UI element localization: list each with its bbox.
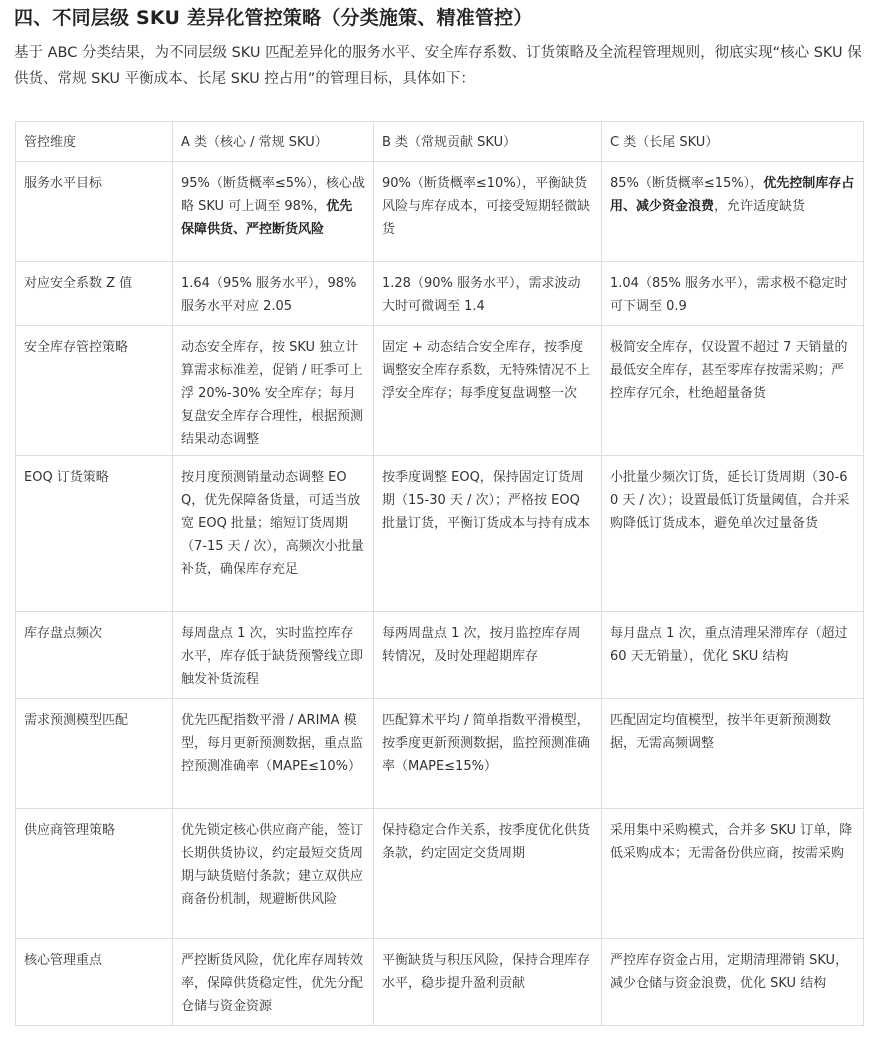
section-heading: 四、不同层级 SKU 差异化管控策略（分类施策、精准管控） (14, 7, 533, 29)
cell-class-a (173, 262, 374, 326)
cell-dimension: EOQ 订货策略 (16, 456, 173, 612)
cell-class-a (173, 456, 374, 612)
table-body (16, 162, 864, 1026)
header-dimension: 管控维度 (16, 122, 173, 162)
cell-text: 采用集中采购模式，合并多 SKU 订单，降低采购成本；无需备份供应商，按需采购 (610, 823, 853, 861)
cell-text: 严控库存资金占用，定期清理滞销 SKU，减少仓储与资金浪费，优化 SKU 结构 (610, 953, 849, 991)
cell-class-c (602, 699, 864, 809)
header-class-a: A 类（核心 / 常规 SKU） (173, 122, 374, 162)
table-row (16, 262, 864, 326)
cell-class-a (173, 162, 374, 262)
cell-text: 90%（断货概率≤10%），平衡缺货风险与库存成本，可接受短期轻微缺货 (382, 176, 591, 237)
table-row (16, 809, 864, 939)
cell-class-b (374, 262, 602, 326)
strategy-table (15, 121, 864, 1026)
cell-class-c (602, 326, 864, 456)
table-row (16, 326, 864, 456)
cell-text-tail: ，允许适度缺货 (714, 199, 806, 214)
cell-class-b (374, 939, 602, 1026)
cell-text: 匹配固定均值模型，按半年更新预测数据，无需高频调整 (610, 713, 832, 751)
cell-text: 95%（断货概率≤5%），核心战略 SKU 可上调至 98%， (181, 176, 365, 214)
table-row (16, 162, 864, 262)
cell-text: 匹配算术平均 / 简单指数平滑模型，按季度更新预测数据，监控预测准确率（MAPE≤15%） (382, 713, 591, 774)
cell-class-c (602, 809, 864, 939)
header-class-c: C 类（长尾 SKU） (602, 122, 864, 162)
cell-text: 每周盘点 1 次，实时监控库存水平，库存低于缺货预警线立即触发补货流程 (181, 626, 364, 687)
cell-text: 固定 + 动态结合安全库存，按季度调整安全库存系数，无特殊情况不上浮安全库存；每季度复盘调整一次 (382, 340, 591, 401)
cell-dimension: 需求预测模型匹配 (16, 699, 173, 809)
cell-emphasis: 优先保障供货、严控断货风险 (181, 199, 353, 237)
cell-text: 每月盘点 1 次，重点清理呆滞库存（超过 60 天无销量），优化 SKU 结构 (610, 626, 848, 664)
cell-class-b (374, 809, 602, 939)
cell-dimension: 对应安全系数 Z 值 (16, 262, 173, 326)
cell-class-a (173, 699, 374, 809)
header-class-b: B 类（常规贡献 SKU） (374, 122, 602, 162)
cell-text: 1.64（95% 服务水平），98% 服务水平对应 2.05 (181, 276, 357, 314)
cell-text: 优先锁定核心供应商产能，签订长期供货协议，约定最短交货周期与缺货赔付条款；建立双供应商备份机制，规避断供风险 (181, 823, 364, 907)
cell-text: 平衡缺货与积压风险，保持合理库存水平，稳步提升盈利贡献 (382, 953, 591, 991)
cell-class-c (602, 262, 864, 326)
cell-text: 动态安全库存，按 SKU 独立计算需求标准差，促销 / 旺季可上浮 20%-30% 安全库存；每月复盘安全库存合理性，根据预测结果动态调整 (181, 340, 364, 447)
cell-dimension: 核心管理重点 (16, 939, 173, 1026)
cell-dimension: 供应商管理策略 (16, 809, 173, 939)
cell-text: 保持稳定合作关系，按季度优化供货条款，约定固定交货周期 (382, 823, 591, 861)
cell-class-a (173, 939, 374, 1026)
table-row (16, 699, 864, 809)
cell-class-a (173, 809, 374, 939)
cell-text: 优先匹配指数平滑 / ARIMA 模型，每月更新预测数据，重点监控预测准确率（MAPE≤10%） (181, 713, 364, 774)
intro-paragraph: 基于 ABC 分类结果，为不同层级 SKU 匹配差异化的服务水平、安全库存系数、订货策略及全流程管理规则，彻底实现“核心 SKU 保供货、常规 SKU 平衡成本、长尾 SKU 控占用”的管理目标，具体如下： (14, 45, 862, 87)
cell-text: 极简安全库存，仅设置不超过 7 天销量的最低安全库存，甚至零库存按需采购；严控库存冗余，杜绝超量备货 (610, 340, 848, 401)
cell-class-c (602, 939, 864, 1026)
cell-text: 小批量少频次订货，延长订货周期（30-60 天 / 次）；设置最低订货量阈值，合并采购降低订货成本，避免单次过量备货 (610, 470, 850, 531)
cell-text: 严控断货风险，优化库存周转效率，保障供货稳定性，优先分配仓储与资金资源 (181, 953, 364, 1014)
cell-text: 85%（断货概率≤15%）， (610, 176, 764, 191)
table-row (16, 612, 864, 699)
cell-dimension: 安全库存管控策略 (16, 326, 173, 456)
cell-text: 按月度预测销量动态调整 EOQ，优先保障备货量，可适当放宽 EOQ 批量；缩短订货周期（7-15 天 / 次），高频次小批量补货，确保库存充足 (181, 470, 364, 577)
cell-class-b (374, 326, 602, 456)
cell-dimension: 库存盘点频次 (16, 612, 173, 699)
table-header-row (16, 122, 864, 162)
cell-class-a (173, 326, 374, 456)
table-row (16, 939, 864, 1026)
table-row (16, 456, 864, 612)
cell-class-c (602, 456, 864, 612)
cell-text: 1.04（85% 服务水平），需求极不稳定时可下调至 0.9 (610, 276, 848, 314)
cell-text: 1.28（90% 服务水平），需求波动大时可微调至 1.4 (382, 276, 581, 314)
cell-dimension: 服务水平目标 (16, 162, 173, 262)
cell-class-c (602, 162, 864, 262)
cell-class-b (374, 456, 602, 612)
cell-class-a (173, 612, 374, 699)
cell-text: 按季度调整 EOQ，保持固定订货周期（15-30 天 / 次）；严格按 EOQ 批量订货，平衡订货成本与持有成本 (382, 470, 591, 531)
cell-class-b (374, 162, 602, 262)
cell-class-b (374, 699, 602, 809)
cell-text: 每两周盘点 1 次，按月监控库存周转情况，及时处理超期库存 (382, 626, 581, 664)
cell-class-c (602, 612, 864, 699)
cell-class-b (374, 612, 602, 699)
cell-emphasis: 优先控制库存占用、减少资金浪费 (610, 176, 855, 214)
